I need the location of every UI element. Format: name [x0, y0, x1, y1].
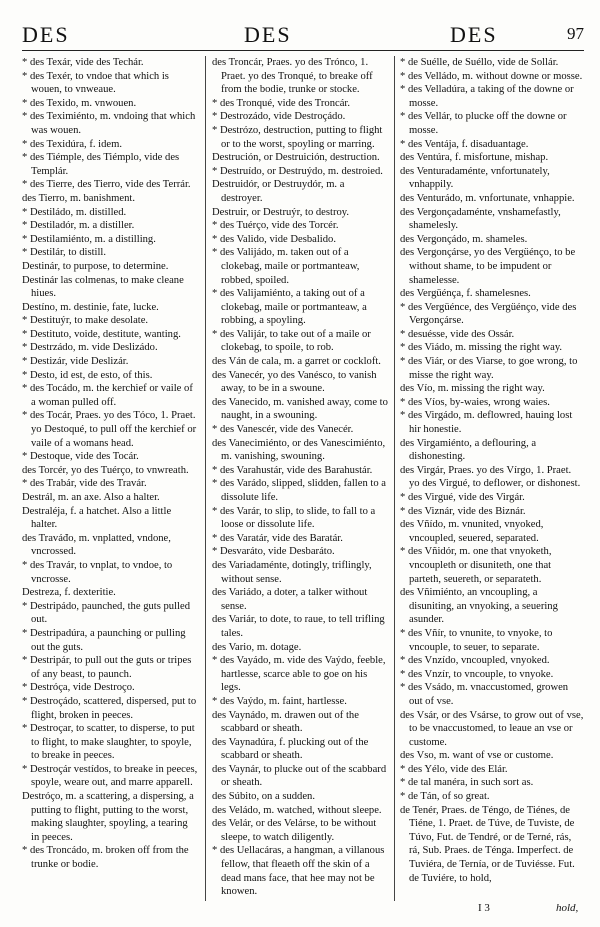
dictionary-entry: des Traváđo, m. vnplatted, vndone, vncrossed. [22, 532, 171, 558]
dictionary-entry: des Variádo, a doter, a talker without sense. [212, 587, 368, 612]
dictionary-entry: * Destruído, or Destruýdo, m. destroied. [212, 165, 383, 177]
dictionary-entry: * des Vsádo, m. vnaccustomed, growen out of vse. [400, 682, 569, 707]
dictionary-entry: * des Tierre, des Tierro, vide des Terrár. [22, 179, 191, 191]
dictionary-entry: * Destrzádo, m. vide Deslizádo. [22, 342, 158, 354]
dictionary-entry: * des Valido, vide Desbalido. [212, 233, 336, 245]
dictionary-entry: des Vergonçadaménte, vnshamefastly, shamelesly. [400, 206, 561, 232]
dictionary-entry: des Vaynádo, m. drawen out of the scabbard or sheath. [212, 709, 359, 735]
dictionary-entry: des Ventúra, f. misfortune, mishap. [400, 152, 549, 164]
dictionary-entry: * Desto, id est, de esto, of this. [22, 369, 153, 381]
dictionary-entry: * des Uellacáras, a hangman, a villanous fellow, that fleaeth off the skin of a dead mans face, that hee may not be knowen. [212, 845, 385, 898]
dictionary-entry: des Vñimiénto, an vncoupling, a disuniting, an vnyoking, a seuering asunder. [400, 587, 558, 626]
dictionary-entry: * Destrózo, destruction, putting to flight or to the worst, spoyling or marring. [212, 124, 383, 150]
dictionary-entry: * des Troncádo, m. broken off from the trunke or bodie. [22, 845, 189, 871]
dictionary-entry: Destruir, or Destruýr, to destroy. [212, 206, 350, 218]
dictionary-entry: des Ván de cala, m. a garret or cockloft. [212, 356, 381, 368]
dictionary-entry: des Variár, to dote, to raue, to tell trifling tales. [212, 614, 385, 639]
dictionary-entry: * des Valijár, to take out of a maile or clokebag, to spoile, to rob. [212, 328, 371, 354]
dictionary-entry: des Venturádo, m. vnfortunate, vnhappie. [400, 192, 575, 204]
dictionary-entry: * des Texér, to vndoe that which is wouen, to vnweaue. [22, 70, 169, 96]
dictionary-entry: * Destróça, vide Destroço. [22, 682, 135, 694]
guide-word-center: DES [244, 22, 292, 47]
dictionary-entry: * de Suélle, de Suéllo, vide de Sollár. [400, 57, 559, 68]
dictionary-entry: * des Travár, to vnplat, to vndoe, to vncrosse. [22, 559, 173, 585]
dictionary-entry: * Desvaráto, vide Desbaráto. [212, 546, 335, 558]
dictionary-entry: * des Tiémple, des Tiémplo, vide des Templár. [22, 152, 180, 177]
dictionary-entry: des Vanecimiénto, or des Vanescimiénto, m. vanishing, swouning. [212, 437, 386, 463]
dictionary-entry: * des Vergüénce, des Vergüénço, vide des Vergonçárse. [400, 301, 577, 327]
dictionary-entry: * des Vellár, to plucke off the downe or mosse. [400, 111, 567, 136]
dictionary-entry: Destruidór, or Destruydór, m. a destroyer. [212, 179, 345, 204]
dictionary-entry: des Virgamiénto, a deflouring, a dishonesting. [400, 437, 537, 463]
dictionary-entry: * des Tuérço, vide des Torcér. [212, 220, 339, 232]
dictionary-entry: * des Virgádo, m. deflowred, hauing lost hir honestie. [400, 410, 573, 436]
dictionary-entry: Destinár las colmenas, to make cleane hiues. [22, 274, 184, 300]
dictionary-entry: * Destiladór, m. a distiller. [22, 220, 135, 232]
dictionary-entry: * Destizár, vide Deslizár. [22, 356, 129, 368]
dictionary-entry: des Virgár, Praes. yo des Vírgo, 1. Praet. yo des Virgué, to deflower, or dishonest. [400, 464, 581, 490]
dictionary-entry: des Tierro, m. banishment. [22, 192, 135, 204]
dictionary-entry: * des Varár, to slip, to slide, to fall to a loose or dissolute life. [212, 505, 376, 531]
dictionary-entry: * des Tocár, Praes. yo des Tóco, 1. Praet. yo Destoqué, to pull off the kerchief or vaile of a womans head. [22, 410, 197, 449]
dictionary-entry: * Destroçádo, scattered, dispersed, put to flight, broken in peeces. [22, 695, 197, 721]
dictionary-entry: * Destituto, voide, destitute, wanting. [22, 328, 181, 340]
dictionary-entry: de Tenér, Praes. de Téngo, de Tiénes, de Tiéne, 1. Praet. de Túve, de Tuviste, de Túvo, Fut. de Tendré, or de Terné, rás, rá, Sub. Praes. de Ténga. Imperfect. de Tuviéra, de Ternía, or de Tuviésse. Fut. de Tuviére, to hold, [400, 804, 575, 884]
dictionary-entry: * des Vaýdo, m. faint, hartlesse. [212, 695, 347, 707]
column-right [400, 56, 584, 901]
dictionary-entry: * des Tocádo, m. the kerchief or vaile of a woman pulled off. [22, 383, 193, 408]
dictionary-entry: * des Vnzír, to vncouple, to vnyoke. [400, 668, 554, 680]
dictionary-entry: * des Varahustár, vide des Barahustár. [212, 464, 373, 476]
dictionary-entry: * Destilamiénto, m. a distilling. [22, 233, 156, 245]
dictionary-entry: * de Tán, of so great. [400, 791, 490, 803]
guide-word-left: DES [22, 22, 70, 47]
dictionary-entry: des Vergonçádo, m. shameles. [400, 233, 528, 245]
dictionary-entry: * des Tronqué, vide des Troncár. [212, 97, 351, 109]
dictionary-entry: des Vario, m. dotage. [212, 641, 302, 653]
dictionary-entry: * des Texido, m. vnwouen. [22, 97, 137, 109]
dictionary-entry: * des Vayádo, m. vide des Vaýdo, feeble, hartlesse, scarce able to goe on his legs. [212, 655, 386, 694]
dictionary-entry: * des Virgué, vide des Virgár. [400, 492, 525, 503]
dictionary-entry: Destrál, m. an axe. Also a halter. [22, 492, 160, 503]
dictionary-entry: * Destituýr, to make desolate. [22, 315, 149, 327]
dictionary-entry: des Vñído, m. vnunited, vnyoked, vncoupled, seuered, separated. [400, 519, 544, 544]
dictionary-entry: * Destiládo, m. distilled. [22, 206, 127, 218]
dictionary-entry: des Vío, m. missing the right way. [400, 383, 545, 395]
dictionary-entry: des Vergonçárse, yo des Vergüénço, to be without shame, to be impudent or shamelesse. [400, 247, 576, 286]
guide-word-right: DES [450, 22, 498, 47]
header-rule [22, 50, 584, 51]
dictionary-entry: des Vsár, or des Vsárse, to grow out of vse, to be vnaccustomed, to leaue an vse or custome. [400, 709, 584, 748]
dictionary-entry: * des Vñír, to vnunite, to vnyoke, to vncouple, to seuer, to separate. [400, 627, 553, 653]
running-header [22, 22, 584, 48]
dictionary-entry: * des Víos, by-waies, wrong waies. [400, 396, 550, 408]
dictionary-entry: * Destilár, to distill. [22, 247, 107, 259]
dictionary-entry: * des Vanescér, vide des Vanecér. [212, 424, 354, 436]
dictionary-entry: * des Yélo, vide des Elár. [400, 763, 508, 775]
dictionary-entry: des Vaynadúra, f. plucking out of the scabbard or sheath. [212, 736, 369, 762]
dictionary-entry: * des Varádo, slipped, slidden, fallen to a dissolute life. [212, 478, 386, 503]
dictionary-entry: Destróço, m. a scattering, a dispersing, a putting to flight, putting to the worst, making slaughter, spoyling, a tearing in peeces. [22, 791, 194, 843]
dictionary-entry: * desuésse, vide des Ossár. [400, 328, 515, 340]
dictionary-entry: des Veládo, m. watched, without sleepe. [212, 804, 382, 816]
dictionary-entry: * des Valijamiénto, a taking out of a clokebag, maile or portmanteaw, a robbing, a spoyling. [212, 288, 367, 327]
dictionary-entry: * des Vñidór, m. one that vnyoketh, vncoupleth or disuniteth, one that parteth, seuereth, or separateth. [400, 546, 552, 585]
dictionary-entry: * Destripádo, paunched, the guts pulled out. [22, 600, 190, 626]
dictionary-entry: Destinár, to purpose, to determine. [22, 260, 169, 272]
dictionary-entry: * Destripár, to pull out the guts or tripes of any beast, to paunch. [22, 655, 192, 680]
dictionary-entry: * des Viádo, m. missing the right way. [400, 342, 563, 354]
dictionary-entry: * des Texidúra, f. idem. [22, 138, 122, 150]
dictionary-entry: * Destripadúra, a paunching or pulling out the guts. [22, 627, 186, 653]
dictionary-entry: * Destroçár vestídos, to breake in peeces, spoyle, weare out, and marre apparell. [22, 763, 198, 789]
dictionary-entry: des Vaynár, to plucke out of the scabbard or sheath. [212, 763, 387, 789]
dictionary-entry: des Vanecér, yo des Vanésco, to vanish away, to be in a swoune. [212, 369, 377, 395]
dictionary-entry: * Destroçar, to scatter, to disperse, to put to flight, to make slaughter, to spoyle, to breake in peeces. [22, 723, 195, 762]
column-center [212, 56, 388, 901]
dictionary-entry: Destíno, m. destinie, fate, lucke. [22, 301, 159, 313]
dictionary-entry: * des Viznár, vide des Biznár. [400, 505, 526, 517]
dictionary-entry: * des Valijádo, m. taken out of a clokebag, maile or portmanteaw, robbed, spoiled. [212, 247, 360, 286]
dictionary-entry: * des Viár, or des Viarse, to goe wrong, to misse the right way. [400, 356, 578, 381]
dictionary-entry: des Venturadaménte, vnfortunately, vnhappily. [400, 165, 550, 191]
dictionary-entry: * des Texár, vide des Techár. [22, 57, 144, 68]
dictionary-entry: Destrución, or Destruición, destruction. [212, 152, 380, 164]
dictionary-entry: * Destoque, vide des Tocár. [22, 451, 139, 463]
dictionary-entry: * Destrozádo, vide Destroçádo. [212, 111, 346, 123]
dictionary-entry: Destraléja, f. a hatchet. Also a little halter. [22, 505, 172, 531]
dictionary-entry: des Vanecido, m. vanished away, come to naught, in a swouning. [212, 396, 388, 422]
dictionary-entry: Destreza, f. dexteritie. [22, 587, 116, 599]
dictionary-entry: * de tal manéra, in such sort as. [400, 777, 534, 789]
column-divider-right [394, 56, 395, 901]
dictionary-entry: * des Velládo, m. without downe or mosse. [400, 70, 583, 82]
dictionary-entry: des Vergüénça, f. shamelesnes. [400, 288, 531, 300]
dictionary-entry: des Vso, m. want of vse or custome. [400, 750, 554, 762]
page-number: 97 [567, 24, 584, 43]
column-divider-left [205, 56, 206, 901]
column-left [22, 56, 198, 901]
dictionary-entry: * des Varatár, vide des Baratár. [212, 532, 343, 544]
catchword: hold, [556, 902, 579, 914]
dictionary-entry: * des Ventája, f. disaduantage. [400, 138, 529, 150]
dictionary-entry: des Velár, or des Velárse, to be without sleepe, to watch diligently. [212, 818, 377, 843]
dictionary-entry: * des Teximiénto, m. vndoing that which was wouen. [22, 111, 196, 136]
dictionary-entry: * des Trabár, vide des Travár. [22, 478, 147, 490]
dictionary-entry: des Troncár, Praes. yo des Trónco, 1. Praet. yo des Tronqué, to breake off from the bodie, trunke or stocke. [212, 57, 373, 96]
dictionary-entry: des Variadaménte, dotingly, triflingly, without sense. [212, 559, 372, 585]
signature-mark: I 3 [478, 902, 490, 914]
dictionary-entry: des Súbito, on a sudden. [212, 791, 315, 803]
dictionary-entry: * des Vnzído, vncoupled, vnyoked. [400, 655, 550, 667]
dictionary-entry: * des Velladúra, a taking of the downe or mosse. [400, 84, 574, 109]
dictionary-entry: des Torcér, yo des Tuérço, to vnwreath. [22, 464, 189, 476]
